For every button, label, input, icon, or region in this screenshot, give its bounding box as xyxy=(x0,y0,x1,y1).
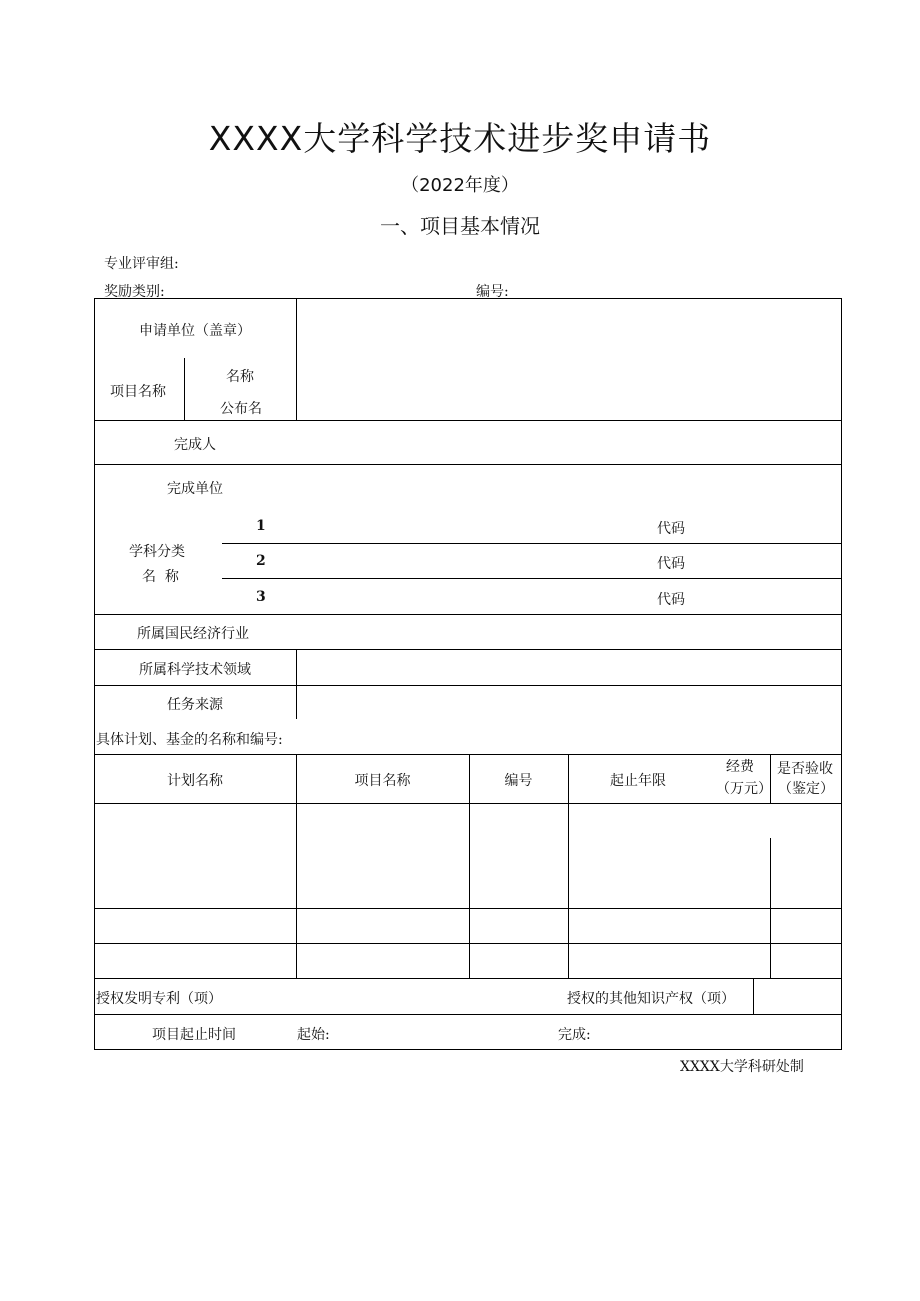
project-name-label: 项目名称 xyxy=(110,384,166,400)
row-divider xyxy=(94,754,842,755)
invention-patents-label: 授权发明专利（项） xyxy=(96,991,222,1007)
award-category-label: 奖励类别: xyxy=(104,284,165,300)
review-group-label: 专业评审组: xyxy=(104,256,179,272)
row-divider xyxy=(222,578,842,579)
section-title: 一、项目基本情况 xyxy=(380,214,540,238)
funding-header: 经费 xyxy=(726,759,754,775)
discipline-code-label: 代码 xyxy=(657,521,685,537)
finish-label: 完成: xyxy=(558,1027,591,1043)
discipline-index: 3 xyxy=(256,589,266,605)
row-divider xyxy=(94,978,842,979)
row-divider xyxy=(222,543,842,544)
tech-field-label: 所属科学技术领域 xyxy=(139,662,251,678)
accepted-header: 是否验收 xyxy=(777,761,833,777)
industry-label: 所属国民经济行业 xyxy=(137,626,249,642)
start-label: 起始: xyxy=(297,1027,330,1043)
column-divider xyxy=(568,754,569,978)
column-divider xyxy=(753,978,754,1014)
discipline-code-label: 代码 xyxy=(657,592,685,608)
row-divider xyxy=(94,614,842,615)
footer-issuer: XXXX大学科研处制 xyxy=(680,1059,804,1075)
serial-number-label: 编号: xyxy=(476,284,509,300)
row-divider xyxy=(94,685,842,686)
discipline-index: 2 xyxy=(256,553,266,569)
row-divider xyxy=(94,420,842,421)
column-divider xyxy=(770,838,771,978)
row-divider xyxy=(94,649,842,650)
accepted-sub-header: （鉴定） xyxy=(778,781,834,797)
applicant-unit-label: 申请单位（盖章） xyxy=(139,323,251,339)
public-name-label: 公布名 xyxy=(220,401,262,417)
row-divider xyxy=(94,908,842,909)
row-divider xyxy=(94,803,842,804)
row-divider xyxy=(94,464,842,465)
name-label: 名称 xyxy=(226,369,254,385)
other-ip-label: 授权的其他知识产权（项） xyxy=(567,991,735,1007)
year-label: （2022年度） xyxy=(401,175,519,196)
funding-unit-header: （万元） xyxy=(716,781,772,797)
project-period-label: 项目起止时间 xyxy=(152,1027,236,1043)
column-divider xyxy=(296,649,297,719)
completers-label: 完成人 xyxy=(174,437,216,453)
row-divider xyxy=(94,943,842,944)
project-name-header: 项目名称 xyxy=(354,773,411,789)
task-source-label: 任务来源 xyxy=(167,697,223,713)
discipline-label: 学科分类 xyxy=(129,544,185,560)
plan-name-header: 计划名称 xyxy=(167,773,223,789)
document-title: XXXX大学科学技术进步奖申请书 xyxy=(208,119,712,158)
row-divider xyxy=(94,1014,842,1015)
column-divider xyxy=(184,358,185,420)
discipline-name-label: 名 称 xyxy=(142,569,179,585)
completing-units-label: 完成单位 xyxy=(167,481,223,497)
number-header: 编号 xyxy=(504,773,533,789)
discipline-index: 1 xyxy=(256,518,266,534)
column-divider xyxy=(296,298,297,420)
period-header: 起止年限 xyxy=(610,773,666,789)
discipline-code-label: 代码 xyxy=(657,556,685,572)
plan-fund-label: 具体计划、基金的名称和编号: xyxy=(96,732,283,748)
